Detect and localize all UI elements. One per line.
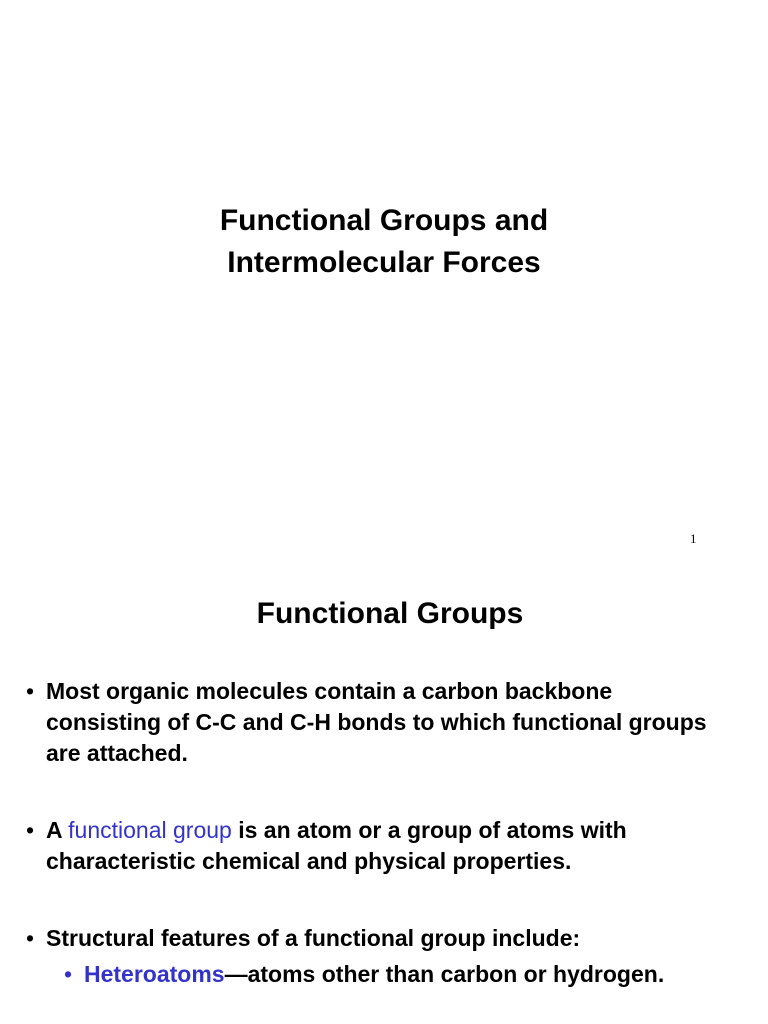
bullet-text: Structural features of a functional group include: <box>46 925 581 951</box>
sub-bullet-icon: • <box>64 961 73 987</box>
bullet-text-prefix: A <box>46 817 69 843</box>
highlighted-term: functional group <box>68 817 232 843</box>
sub-bullet-text-suffix: —atoms other than carbon or hydrogen. <box>224 961 665 987</box>
sub-bullet-text <box>84 958 724 991</box>
bullet-text-suffix: is an atom or a group of atoms with characteristic chemical and physical properties. <box>46 817 627 874</box>
title-line-2: Intermolecular Forces <box>227 246 541 279</box>
page-number: 1 <box>690 531 697 546</box>
highlighted-term: Heteroatoms <box>84 961 225 987</box>
bullet-text <box>46 815 726 877</box>
bullet-icon: • <box>26 925 35 951</box>
bullet-text: Most organic molecules contain a carbon backbone consisting of C-C and C-H bonds to which functional groups are attached. <box>46 678 707 766</box>
bullet-item <box>26 815 726 877</box>
bullet-item <box>26 676 726 769</box>
title-slide-heading <box>0 200 768 284</box>
bullet-icon: • <box>26 817 35 843</box>
title-line-1: Functional Groups and <box>219 204 549 237</box>
content-slide <box>0 562 768 1024</box>
content-slide-heading: Functional Groups <box>256 597 524 630</box>
bullet-icon: • <box>26 678 35 704</box>
sub-bullet-item <box>64 958 724 991</box>
bullet-item <box>26 923 726 954</box>
